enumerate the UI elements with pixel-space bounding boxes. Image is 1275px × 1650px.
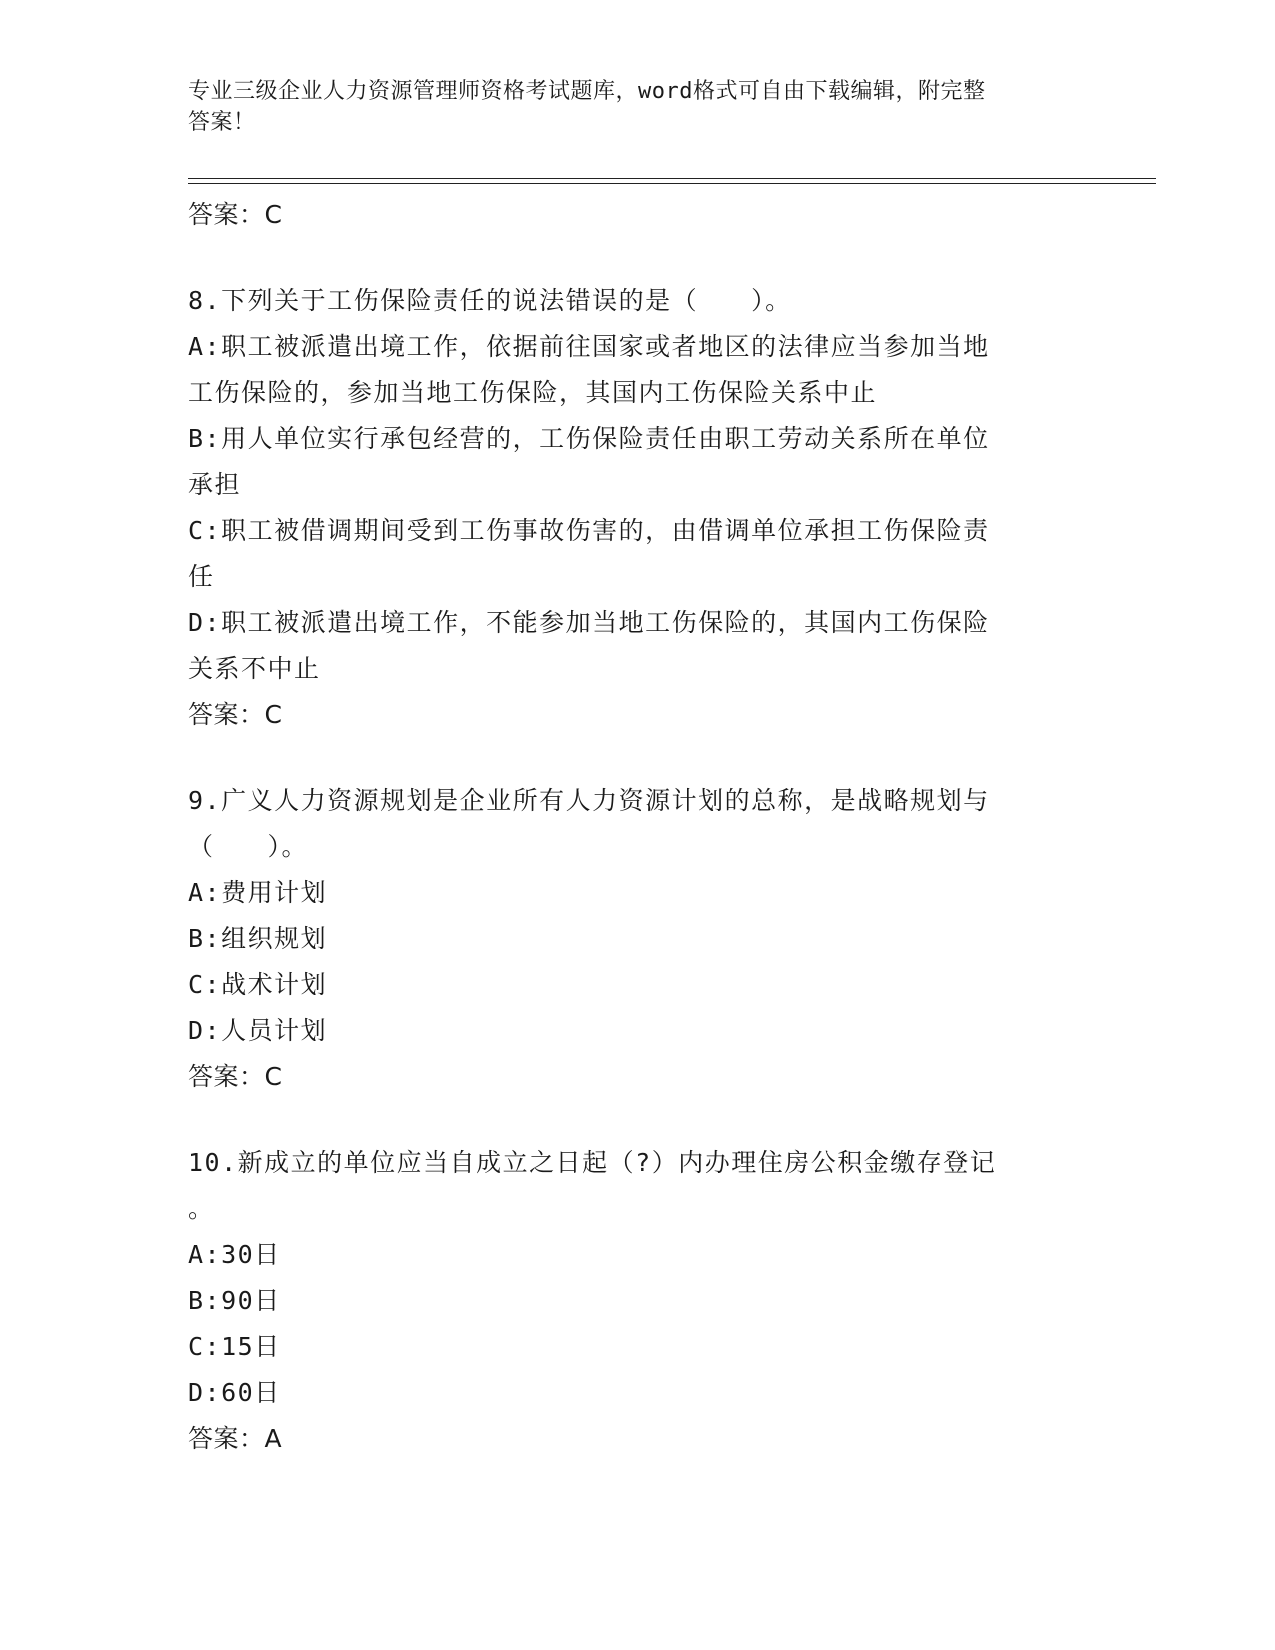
- option-line: 关系不中止: [188, 654, 321, 683]
- option-line: B:用人单位实行承包经营的，工伤保险责任由职工劳动关系所在单位: [188, 424, 990, 453]
- header-divider: [188, 183, 1156, 184]
- option-line: B:组织规划: [188, 924, 328, 953]
- answer-line: 答案：C: [188, 700, 283, 729]
- option-line: C:职工被借调期间受到工伤事故伤害的，由借调单位承担工伤保险责: [188, 516, 990, 545]
- option-line: C:战术计划: [188, 970, 328, 999]
- question-item: [188, 1140, 1088, 1462]
- answer-line: 答案：C: [188, 1062, 283, 1091]
- answer-line: 答案：C: [188, 200, 283, 229]
- header-note: [188, 76, 1088, 138]
- header-note-line: 专业三级企业人力资源管理师资格考试题库，word格式可自由下载编辑，附完整: [188, 79, 986, 104]
- question-item: [188, 278, 1088, 738]
- header-divider: [188, 178, 1156, 179]
- question-list: [188, 192, 1088, 1462]
- option-line: B:90日: [188, 1286, 281, 1315]
- option-line: C:15日: [188, 1332, 281, 1361]
- option-line: D:职工被派遣出境工作，不能参加当地工伤保险的，其国内工伤保险: [188, 608, 990, 637]
- option-line: D:60日: [188, 1378, 281, 1407]
- question-stem: （ ）。: [188, 832, 309, 861]
- option-line: A:职工被派遣出境工作，依据前往国家或者地区的法律应当参加当地: [188, 332, 990, 361]
- question-stem: 9.广义人力资源规划是企业所有人力资源计划的总称，是战略规划与: [188, 786, 990, 815]
- option-line: A:费用计划: [188, 878, 328, 907]
- option-line: 任: [188, 562, 215, 591]
- option-line: D:人员计划: [188, 1016, 328, 1045]
- option-line: A:30日: [188, 1240, 281, 1269]
- question-stem: 8.下列关于工伤保险责任的说法错误的是（ ）。: [188, 286, 792, 315]
- question-stem: 。: [188, 1194, 215, 1223]
- option-line: 工伤保险的，参加当地工伤保险，其国内工伤保险关系中止: [188, 378, 878, 407]
- option-line: 承担: [188, 470, 242, 499]
- answer-line: 答案：A: [188, 1424, 283, 1453]
- header-note-line: 答案！: [188, 110, 256, 135]
- question-stem: 10.新成立的单位应当自成立之日起（?）内办理住房公积金缴存登记: [188, 1148, 997, 1177]
- question-item: [188, 778, 1088, 1100]
